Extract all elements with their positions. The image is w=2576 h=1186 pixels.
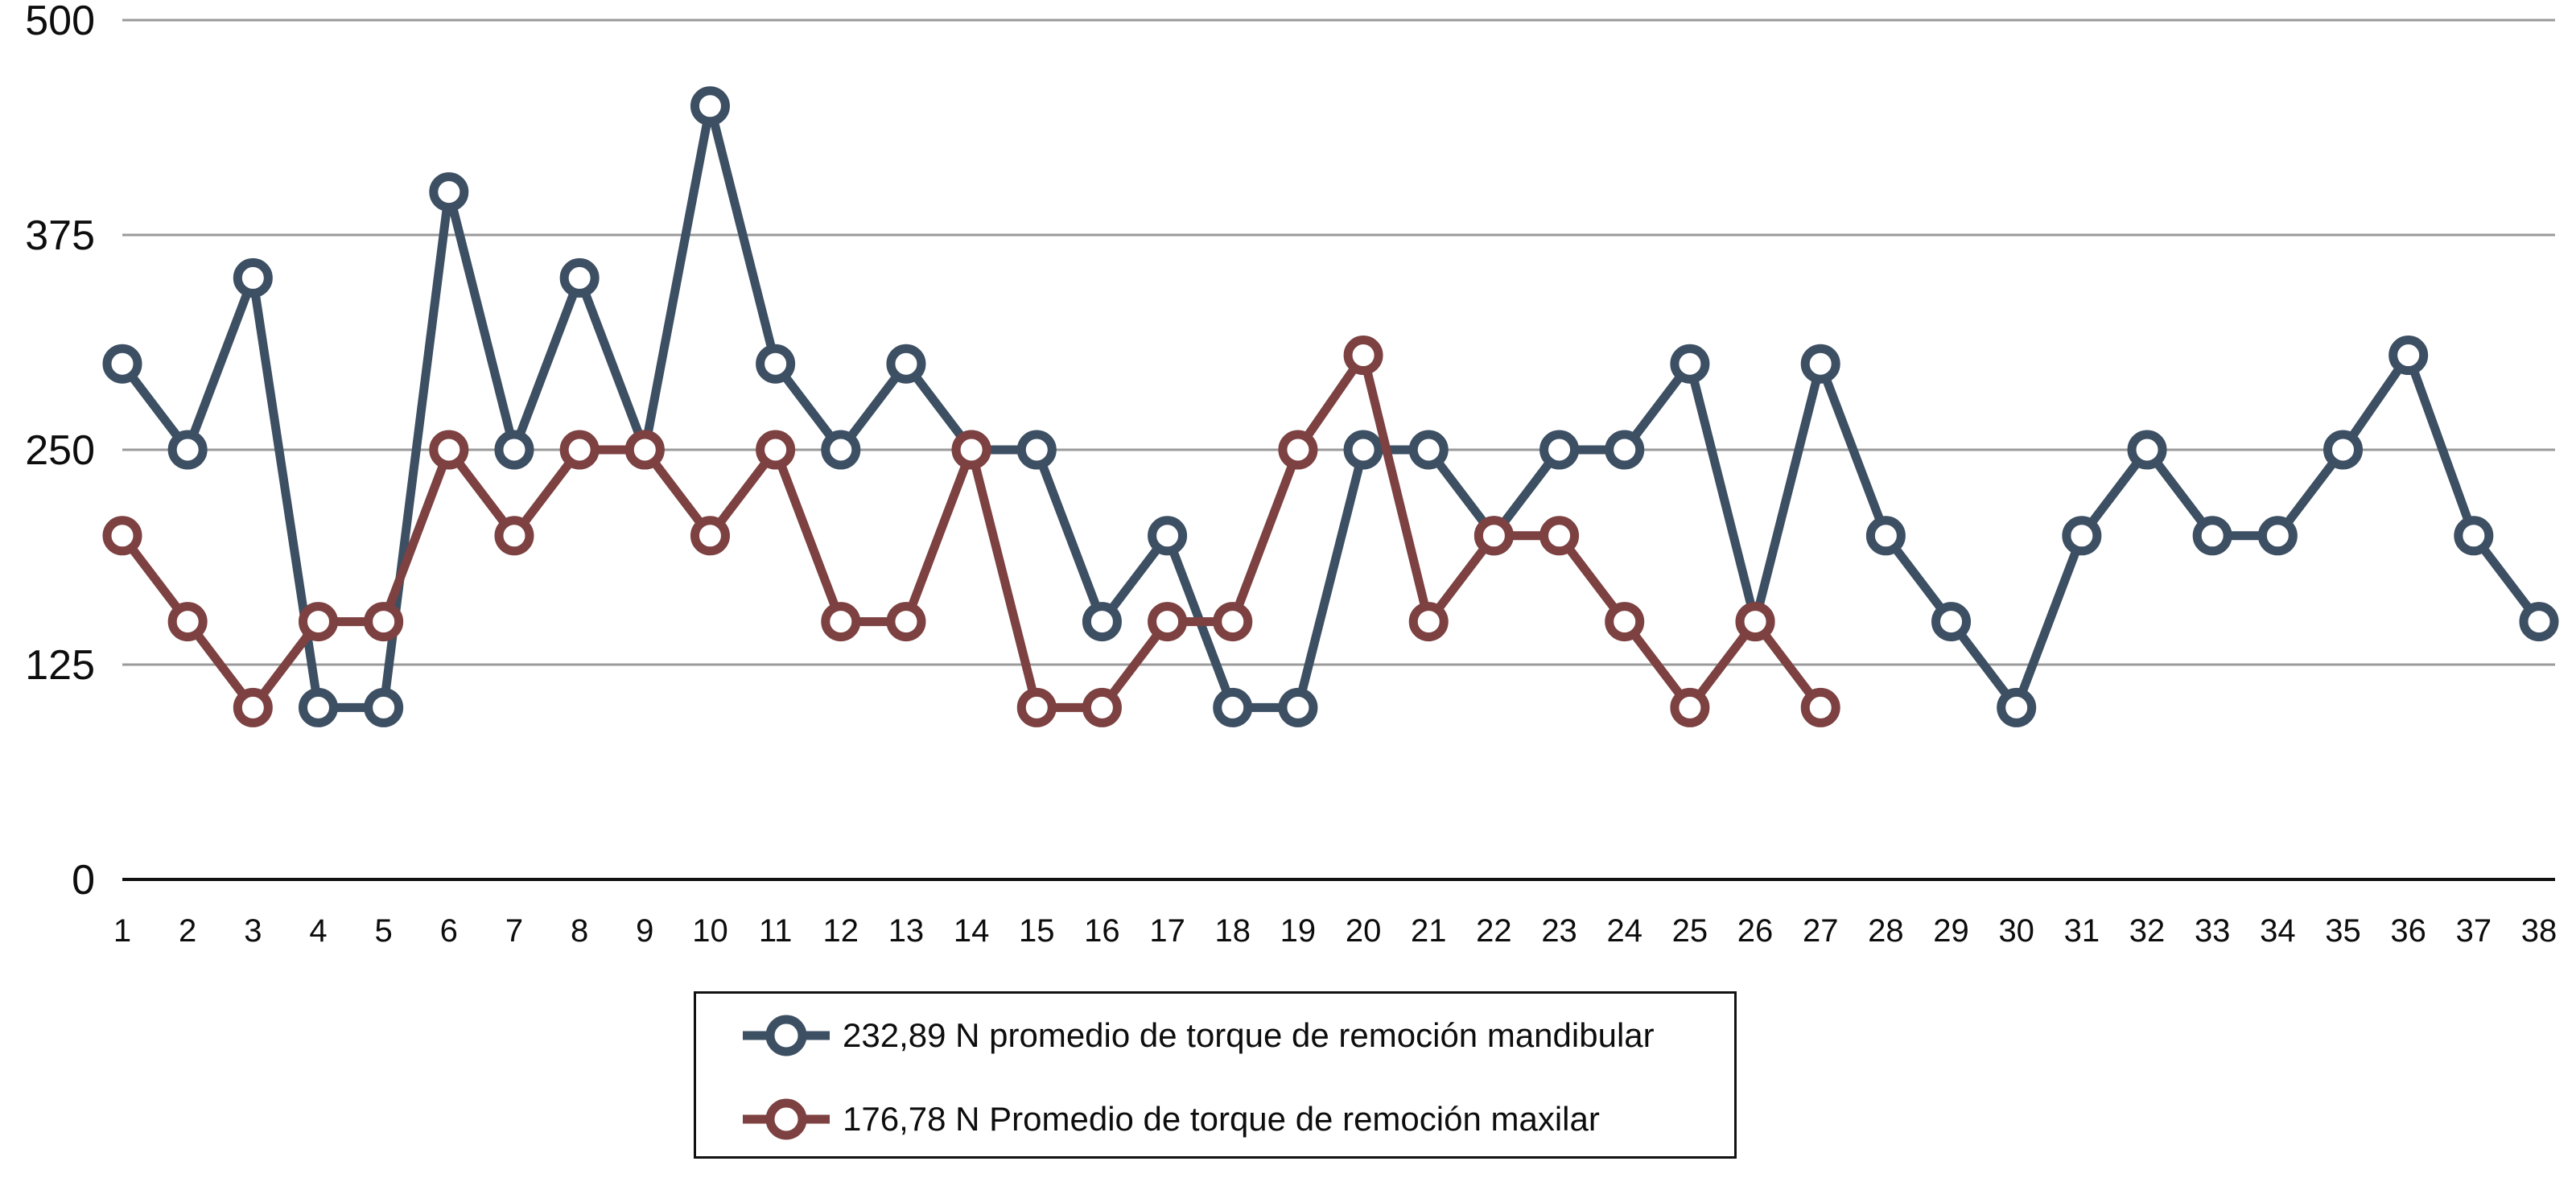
svg-text:9: 9 [636,913,654,949]
svg-text:32: 32 [2129,913,2166,949]
svg-text:34: 34 [2260,913,2296,949]
svg-text:10: 10 [692,913,728,949]
svg-text:4: 4 [309,913,328,949]
svg-text:250: 250 [25,427,95,474]
svg-text:12: 12 [822,913,859,949]
svg-text:24: 24 [1606,913,1642,949]
svg-text:17: 17 [1149,913,1185,949]
svg-text:14: 14 [953,913,990,949]
svg-text:23: 23 [1541,913,1577,949]
svg-text:37: 37 [2455,913,2492,949]
svg-text:33: 33 [2194,913,2231,949]
svg-text:13: 13 [888,913,925,949]
legend-marker-mandibular [738,1011,835,1060]
svg-text:38: 38 [2520,913,2557,949]
svg-text:6: 6 [439,913,458,949]
svg-text:31: 31 [2063,913,2100,949]
svg-text:36: 36 [2390,913,2426,949]
svg-text:125: 125 [25,642,95,689]
svg-text:30: 30 [1998,913,2034,949]
svg-text:0: 0 [72,857,95,904]
legend-item [696,1077,1734,1161]
legend-label-mandibular: 232,89 N promedio de torque de remoción mandibular [843,1016,1655,1054]
svg-text:26: 26 [1737,913,1774,949]
svg-text:2: 2 [179,913,197,949]
svg-text:18: 18 [1214,913,1251,949]
legend-marker-maxilar [738,1095,835,1143]
svg-text:8: 8 [571,913,589,949]
svg-text:21: 21 [1410,913,1447,949]
legend-item [696,994,1734,1077]
svg-text:1: 1 [113,913,132,949]
svg-text:22: 22 [1476,913,1512,949]
svg-text:3: 3 [244,913,262,949]
svg-text:7: 7 [505,913,524,949]
svg-text:16: 16 [1084,913,1120,949]
chart-legend [694,991,1737,1159]
legend-label-maxilar: 176,78 N Promedio de torque de remoción maxilar [843,1100,1600,1138]
svg-text:20: 20 [1345,913,1382,949]
svg-text:35: 35 [2325,913,2361,949]
svg-text:11: 11 [758,913,793,949]
svg-text:25: 25 [1671,913,1708,949]
svg-text:27: 27 [1802,913,1839,949]
svg-text:500: 500 [25,0,95,44]
svg-text:28: 28 [1868,913,1904,949]
svg-text:29: 29 [1933,913,1969,949]
svg-text:19: 19 [1280,913,1317,949]
svg-text:375: 375 [25,212,95,259]
svg-text:15: 15 [1019,913,1055,949]
svg-text:5: 5 [374,913,393,949]
